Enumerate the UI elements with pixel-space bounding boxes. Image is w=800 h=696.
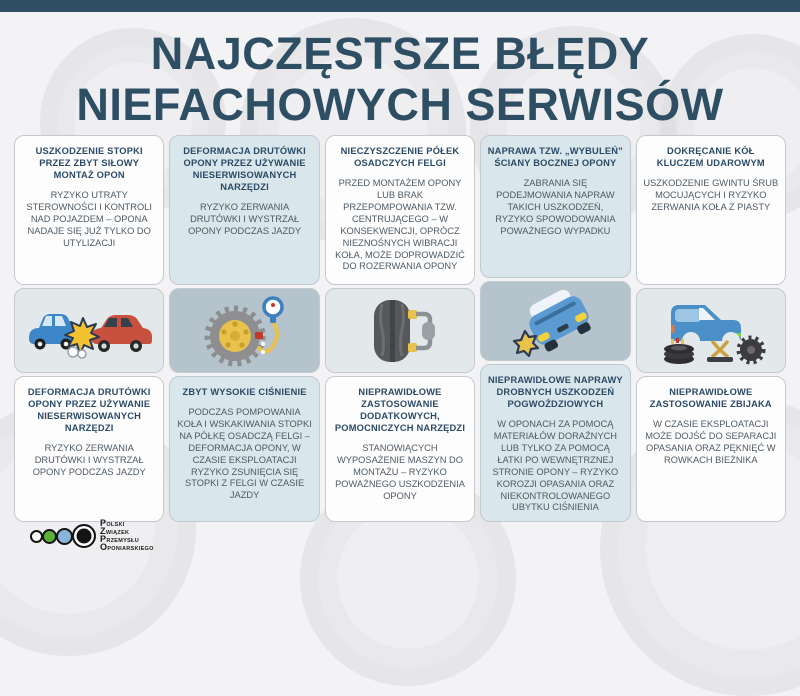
mistake-card xyxy=(325,135,475,285)
mistake-title: NIEPRAWIDŁOWE NAPRAWY DROBNYCH USZKODZEŃ POGWOŹDZIOWYCH xyxy=(487,375,623,410)
icon-cell xyxy=(169,288,319,373)
mistake-description: USZKODZENIE GWINTU ŚRUB MOCUJĄCYCH I RYZYKO ZERWANIA KOŁA Z PIASTY xyxy=(643,178,779,212)
icon-cell xyxy=(14,288,164,373)
page-title xyxy=(0,28,800,131)
logo-text-line: POLSKI xyxy=(100,518,125,528)
column-5 xyxy=(636,135,786,522)
tire-pressure-gauge-icon xyxy=(195,294,295,368)
logo-text-line: ZWIĄZEK xyxy=(100,526,130,536)
logo-text xyxy=(100,520,154,552)
mistake-description: STANOWIĄCYCH WYPOSAŻENIE MASZYN DO MONTAŻU – RYZYKO POWAŻNEGO USZKODZENIA OPONY xyxy=(335,443,465,501)
mistake-card xyxy=(14,376,164,522)
mistake-description: RYZYKO ZERWANIA DRUTÓWKI I WYSTRZAŁ OPONY PODCZAS JAZDY xyxy=(188,202,302,237)
tire-inflation-clamp-icon xyxy=(352,296,448,366)
page-title-line2: NIEFACHOWYCH SERWISÓW xyxy=(76,79,724,131)
logo-circle-black xyxy=(72,524,96,548)
mistake-card xyxy=(14,135,164,285)
car-collision-icon xyxy=(23,302,155,360)
mistake-card xyxy=(480,135,630,278)
mistake-description: PODCZAS POMPOWANIA KOŁA I WSKAKIWANIA STOPKI NA PÓŁKĘ OSADCZĄ FELGI – DEFORMACJA OPONY, W CZASIE EKSPLOATACJI RYZYKO ZSUNIĘCIA SIĘ STOPKI Z FELGI W CZASIE JAZDY xyxy=(177,407,312,501)
mistake-card xyxy=(480,364,630,522)
mistake-description: W OPONACH ZA POMOCĄ MATERIAŁÓW DORAŹNYCH LUB TYLKO ZA POMOCĄ ŁATKI PO WEWNĘTRZNEJ STRONIE OPONY – RYZYKO KOROZJI OPASANIA ORAZ NIEKONTROLOWANEGO UBYTKU CIŚNIENIA xyxy=(492,419,619,513)
mistakes-grid xyxy=(14,135,786,522)
mistake-title: DEFORMACJA DRUTÓWKI OPONY PRZEZ UŻYWANIE NIESERWISOWANYCH NARZĘDZI xyxy=(27,387,151,434)
mistake-title: NIEPRAWIDŁOWE ZASTOSOWANIE ZBIJAKA xyxy=(649,387,772,410)
mistake-title: DEFORMACJA DRUTÓWKI OPONY PRZEZ UŻYWANIE NIESERWISOWANYCH NARZĘDZI xyxy=(183,146,306,193)
mistake-card xyxy=(636,376,786,522)
mistake-description: ZABRANIA SIĘ PODEJMOWANIA NAPRAW TAKICH USZKODZEŃ, RYZYKO SPOWODOWANIA POWAŻNEGO WYPADKU xyxy=(495,178,616,236)
mistake-card xyxy=(636,135,786,285)
mistake-card xyxy=(169,376,319,522)
column-4 xyxy=(480,135,630,522)
mistake-description: RYZYKO UTRATY STEROWNOŚCI I KONTROLI NAD POJAZDEM – OPONA NADAJE SIĘ JUŻ TYLKO DO UTYLIZACJI xyxy=(26,190,152,248)
column-2 xyxy=(169,135,319,522)
icon-cell xyxy=(325,288,475,373)
logo-text-line: PRZEMYSŁU xyxy=(100,534,139,544)
mistake-title: NAPRAWA TZW. „WYBULEŃ” ŚCIANY BOCZNEJ OPONY xyxy=(487,146,624,169)
mistake-description: RYZYKO ZERWANIA DRUTÓWKI I WYSTRZAŁ OPONY PODCZAS JAZDY xyxy=(32,443,146,478)
car-on-jack-icon xyxy=(655,295,767,367)
page-title-line1: NAJCZĘSTSZE BŁĘDY xyxy=(150,28,650,79)
mistake-title: USZKODZENIE STOPKI PRZEZ ZBYT SIŁOWY MONTAŻ OPON xyxy=(35,146,143,181)
organization-logo xyxy=(30,520,154,552)
mistake-title: ZBYT WYSOKIE CIŚNIENIE xyxy=(182,387,307,397)
column-3 xyxy=(325,135,475,522)
mistake-title: DOKRĘCANIE KÓŁ KLUCZEM UDAROWYM xyxy=(656,146,765,169)
top-bar xyxy=(0,0,800,12)
logo-circle-blue xyxy=(56,528,73,545)
mistake-description: PRZED MONTAŻEM OPONY LUB BRAK PRZEPOMPOWANIA TZW. CENTRUJĄCEGO – W KONSEKWENCJI, OPRÓCZ NIEZNOŚNYCH WIBRACJI KOŁA, MOŻE DOPROWADZIĆ DO ROZERWANIA OPONY xyxy=(335,178,465,272)
column-1 xyxy=(14,135,164,522)
mistake-title: NIEPRAWIDŁOWE ZASTOSOWANIE DODATKOWYCH, POMOCNICZYCH NARZĘDZI xyxy=(334,387,466,434)
mistake-card xyxy=(169,135,319,285)
icon-cell xyxy=(480,281,630,361)
logo-text-line: OPONIARSKIEGO xyxy=(100,542,154,552)
mistake-description: W CZASIE EKSPLOATACJI MOŻE DOJŚĆ DO SEPARACJI OPASANIA ORAZ PĘKNIĘĆ W ROWKACH BIEŻNIKA xyxy=(645,419,777,465)
car-accident-tilt-icon xyxy=(503,285,607,357)
mistake-title: NIECZYSZCZENIE PÓŁEK OSADCZYCH FELGI xyxy=(340,146,460,169)
logo-circle-green xyxy=(42,529,57,544)
icon-cell xyxy=(636,288,786,373)
mistake-card xyxy=(325,376,475,522)
